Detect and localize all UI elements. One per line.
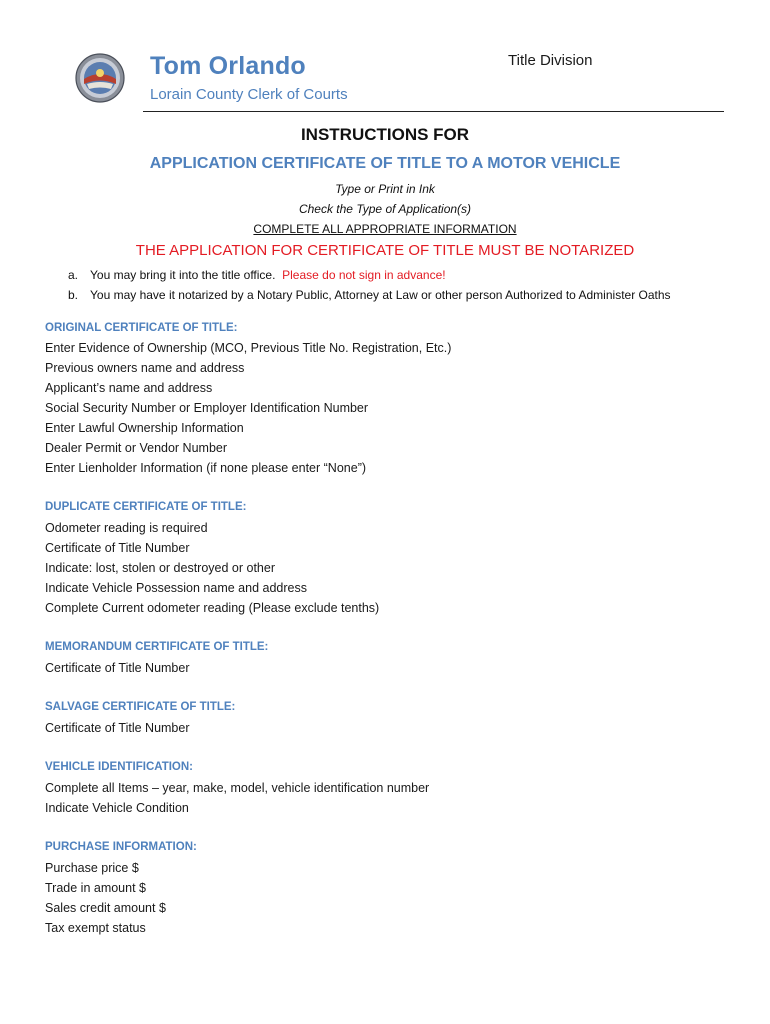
- page-subtitle: APPLICATION CERTIFICATE OF TITLE TO A MOTOR VEHICLE: [149, 155, 621, 172]
- section-heading-memorandum: MEMORANDUM CERTIFICATE OF TITLE:: [45, 641, 269, 653]
- section-heading-vehicle: VEHICLE IDENTIFICATION:: [45, 761, 194, 773]
- list-item: Certificate of Title Number: [45, 541, 190, 555]
- clerk-office: Lorain County Clerk of Courts: [150, 86, 348, 103]
- section-heading-purchase: PURCHASE INFORMATION:: [45, 841, 197, 853]
- list-item: Enter Lienholder Information (if none please enter “None”): [45, 461, 367, 475]
- complete-all-note: COMPLETE ALL APPROPRIATE INFORMATION: [253, 222, 517, 236]
- list-item: Enter Evidence of Ownership (MCO, Previous Title No. Registration, Etc.): [45, 341, 452, 355]
- type-print-note: Type or Print in Ink: [335, 182, 435, 196]
- county-seal-icon: [75, 53, 125, 103]
- list-item: Complete Current odometer reading (Please exclude tenths): [45, 601, 380, 615]
- clerk-name: Tom Orlando: [150, 52, 306, 80]
- notarize-heading: THE APPLICATION FOR CERTIFICATE OF TITLE MUST BE NOTARIZED: [135, 242, 635, 259]
- section-heading-salvage: SALVAGE CERTIFICATE OF TITLE:: [45, 701, 236, 713]
- list-text: You may bring it into the title office.: [90, 268, 276, 282]
- list-text: You may have it notarized by a Notary Public, Attorney at Law or other person Authorized to Administer Oaths: [90, 288, 671, 302]
- sign-warning: Please do not sign in advance!: [282, 268, 446, 282]
- list-marker: b.: [68, 288, 79, 302]
- list-item: Indicate Vehicle Possession name and address: [45, 581, 307, 595]
- list-item: Certificate of Title Number: [45, 721, 190, 735]
- list-item: Indicate: lost, stolen or destroyed or other: [45, 561, 275, 575]
- list-item: Applicant’s name and address: [45, 381, 213, 395]
- list-item: Dealer Permit or Vendor Number: [45, 441, 228, 455]
- list-item: Previous owners name and address: [45, 361, 245, 375]
- list-item: Trade in amount $: [45, 881, 146, 895]
- page-title: INSTRUCTIONS FOR: [300, 125, 470, 144]
- section-heading-duplicate: DUPLICATE CERTIFICATE OF TITLE:: [45, 501, 247, 513]
- list-item: [68, 268, 446, 282]
- list-item: Indicate Vehicle Condition: [45, 801, 189, 815]
- header-divider: [143, 111, 724, 112]
- list-item: Enter Lawful Ownership Information: [45, 421, 244, 435]
- list-item: Sales credit amount $: [45, 901, 166, 915]
- list-item: [68, 288, 671, 302]
- list-item: Purchase price $: [45, 861, 139, 875]
- list-item: Certificate of Title Number: [45, 661, 190, 675]
- list-marker: a.: [68, 268, 79, 282]
- list-item: Complete all Items – year, make, model, vehicle identification number: [45, 781, 430, 795]
- list-item: Tax exempt status: [45, 921, 146, 935]
- division-label: Title Division: [508, 52, 593, 69]
- list-item: Social Security Number or Employer Identification Number: [45, 401, 369, 415]
- section-heading-original: ORIGINAL CERTIFICATE OF TITLE:: [45, 322, 238, 334]
- check-type-note: Check the Type of Application(s): [298, 202, 472, 216]
- list-item: Odometer reading is required: [45, 521, 208, 535]
